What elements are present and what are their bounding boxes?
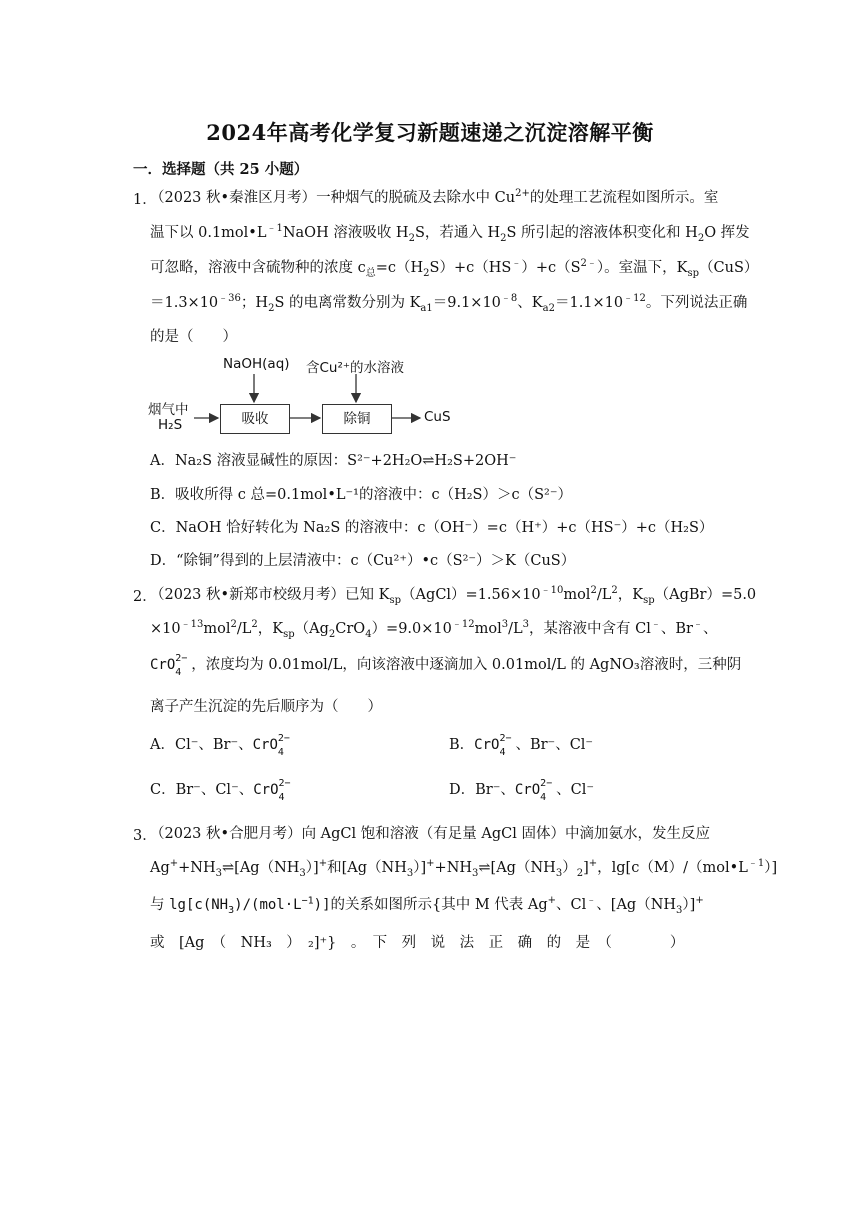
cus-product-label: CuS — [424, 409, 451, 425]
question-1-option-c[interactable]: C．NaOH 恰好转化为 Na₂S 的溶液中：c（OH⁻）=c（H⁺）+c（HS⁻）+c（H₂S） — [150, 520, 714, 536]
question-1-line-2: 温下以 $0.1mol•L^{﹣1}NaOH$ 溶液吸收 $H_2S$，若通入 $H_2S$ 所引起的溶液体积变化和 $H_2O$ 挥发 — [150, 223, 750, 244]
question-3-line-4: 或 [Ag （ NH₃ ） ₂]⁺} 。 下 列 说 法 正 确 的 是 （ ） — [150, 935, 685, 951]
process-flow-diagram — [148, 354, 468, 444]
question-2-line-2: $\times 10^{﹣13}mol^2/L^2$，$K_{sp}(Ag_2CrO_4)=9.0\times 10^{﹣12}mol^3/L^3$，某溶液中含有 Cl﹣、Br﹣、 — [150, 619, 718, 640]
section-heading: 一．选择题（共 25 小题） — [133, 161, 309, 178]
chromate-formula: CrO 2− 4 — [150, 653, 188, 678]
question-1-line-1: （2023 秋•秦淮区月考）一种烟气的脱硫及去除水中 $Cu^{2+}$的处理工艺流程如图所示。室 — [150, 188, 719, 206]
question-2-option-a[interactable]: A．Cl⁻、Br⁻、CrO 2− 4 — [150, 735, 294, 755]
chromate-formula: CrO 2− 4 — [474, 733, 512, 758]
question-1-option-d[interactable]: D．“除铜”得到的上层清液中：c（Cu²⁺）•c（S²⁻）＞K（CuS） — [150, 553, 576, 569]
question-3-number: 3． — [133, 828, 157, 844]
question-2-line-1: （2023 秋•新郑市校级月考）已知 $K_{sp}(AgCl)=1.56\times 10^{﹣10}mol^2/L^2$，$K_{sp}(AgBr)=5.0$ — [150, 585, 757, 606]
chromate-formula: CrO 2− 4 — [253, 778, 291, 803]
question-2-option-d[interactable]: D．Br⁻、CrO 2− 4 、Cl⁻ — [449, 778, 595, 803]
question-2-option-c[interactable]: C．Br⁻、Cl⁻、CrO 2− 4 — [150, 780, 295, 800]
question-1-line-5: 的是（ ） — [150, 329, 237, 345]
question-3-line-2: $Ag^++NH_3\rightleftharpoons[Ag(NH_3)]^+$和$[Ag(NH_3)]^++NH_3\rightleftharpoons[Ag(NH_3)_2]^+$，$\lg[c(M)/(mol•L^{﹣1})]$ — [150, 858, 778, 879]
flue-gas-label: 烟气中 — [148, 402, 189, 418]
question-2-line-3: CrO 2− 4 ，浓度均为 0.01mol/L，向该溶液中逐滴加入 0.01mol/L 的 AgNO₃溶液时，三种阴 — [150, 653, 742, 678]
remove-copper-box: 除铜 — [322, 404, 392, 434]
copper-solution-label: 含Cu²⁺的水溶液 — [306, 360, 405, 376]
question-2-option-b[interactable]: B．CrO 2− 4 、Br⁻、Cl⁻ — [449, 733, 594, 758]
question-3-line-1: （2023 秋•合肥月考）向 AgCl 饱和溶液（有足量 AgCl 固体）中滴加氨水，发生反应 — [150, 826, 710, 842]
question-1-option-b[interactable]: B．吸收所得 c 总=0.1mol•L⁻¹的溶液中：c（H₂S）＞c（S²⁻） — [150, 487, 572, 503]
naoh-label: NaOH(aq) — [223, 356, 290, 372]
question-1-line-3: 可忽略，溶液中含硫物种的浓度 $c_总=c(H_2S)+c(HS^﹣)+c(S^{2﹣})$。室温下，$K_{sp}(CuS)$ — [150, 258, 759, 279]
question-1-number: 1． — [133, 192, 157, 208]
question-2-line-4: 离子产生沉淀的先后顺序为（ ） — [150, 699, 382, 715]
chromate-formula: CrO 2− 4 — [514, 778, 553, 803]
flow-arrows — [148, 354, 468, 444]
question-1-line-4: $=1.3\times 10^{﹣36}$；$H_2S$ 的电离常数分别为 $K_{a1}=9.1\times 10^{﹣8}$、$K_{a2}=1.1\times 10^{﹣12}$。下列说法正确 — [150, 293, 748, 314]
h2s-label: H₂S — [158, 417, 183, 433]
question-3-line-3: 与 $\lg[c(NH_3)/(mol\cdot L^{-1})]$的关系如图所示{其中 M 代表 Ag+、Cl﹣、$[Ag(NH_3)]^+$ — [150, 895, 704, 916]
page-title: 2024年高考化学复习新题速递之沉淀溶解平衡 — [206, 120, 654, 145]
question-2-number: 2． — [133, 589, 157, 605]
question-1-option-a[interactable]: A．Na₂S 溶液显碱性的原因：S²⁻+2H₂O⇌H₂S+2OH⁻ — [150, 453, 517, 469]
chromate-formula: CrO 2− 4 — [252, 733, 290, 758]
absorb-box: 吸收 — [220, 404, 290, 434]
